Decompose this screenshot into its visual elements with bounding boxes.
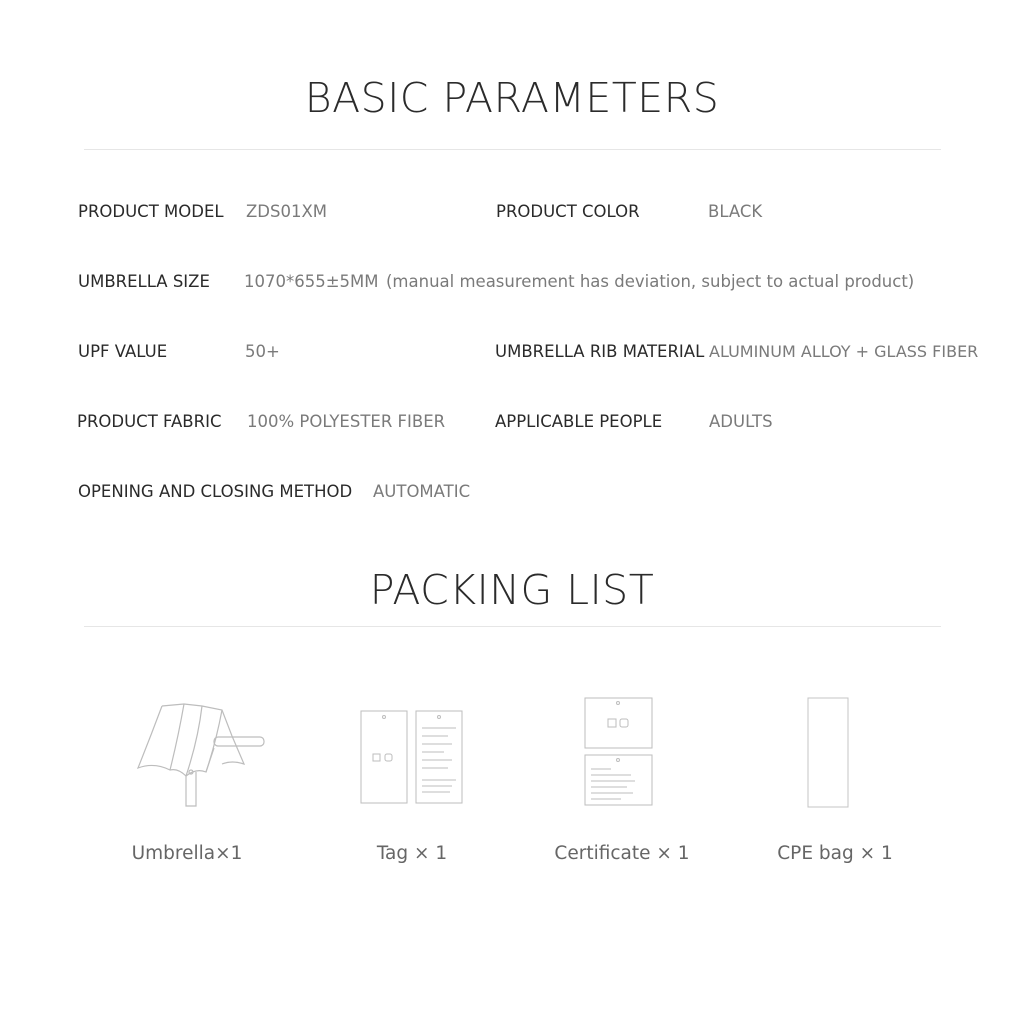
certificate-icon: [583, 697, 655, 809]
divider: [84, 626, 941, 627]
product-fabric-value: 100% POLYESTER FIBER: [247, 412, 446, 431]
tag-icon: [360, 710, 464, 806]
packing-item-bag: CPE bag × 1: [777, 843, 893, 864]
basic-parameters-title: BASIC PARAMETERS: [304, 74, 720, 122]
umbrella-size-value: 1070*655±5MM: [244, 272, 379, 291]
rib-material-value: ALUMINUM ALLOY + GLASS FIBER: [709, 342, 979, 361]
bag-icon: [806, 697, 850, 809]
applicable-people-label: APPLICABLE PEOPLE: [495, 412, 663, 431]
product-fabric-label: PRODUCT FABRIC: [77, 412, 222, 431]
umbrella-icon: [132, 698, 272, 810]
upf-value-value: 50+: [245, 342, 280, 361]
packing-item-umbrella: Umbrella×1: [131, 843, 243, 864]
umbrella-size-note: (manual measurement has deviation, subject to actual product): [386, 272, 915, 291]
rib-material-label: UMBRELLA RIB MATERIAL: [495, 342, 705, 361]
umbrella-size-label: UMBRELLA SIZE: [78, 272, 210, 291]
packing-list-title: PACKING LIST: [369, 566, 655, 614]
product-color-label: PRODUCT COLOR: [496, 202, 640, 221]
divider: [84, 149, 941, 150]
packing-item-tag: Tag × 1: [376, 843, 448, 864]
upf-value-label: UPF VALUE: [78, 342, 168, 361]
product-model-value: ZDS01XM: [246, 202, 328, 221]
product-model-label: PRODUCT MODEL: [78, 202, 224, 221]
applicable-people-value: ADULTS: [709, 412, 773, 431]
open-close-method-value: AUTOMATIC: [373, 482, 471, 501]
open-close-method-label: OPENING AND CLOSING METHOD: [78, 482, 353, 501]
packing-item-certificate: Certificate × 1: [554, 843, 690, 864]
product-color-value: BLACK: [708, 202, 763, 221]
